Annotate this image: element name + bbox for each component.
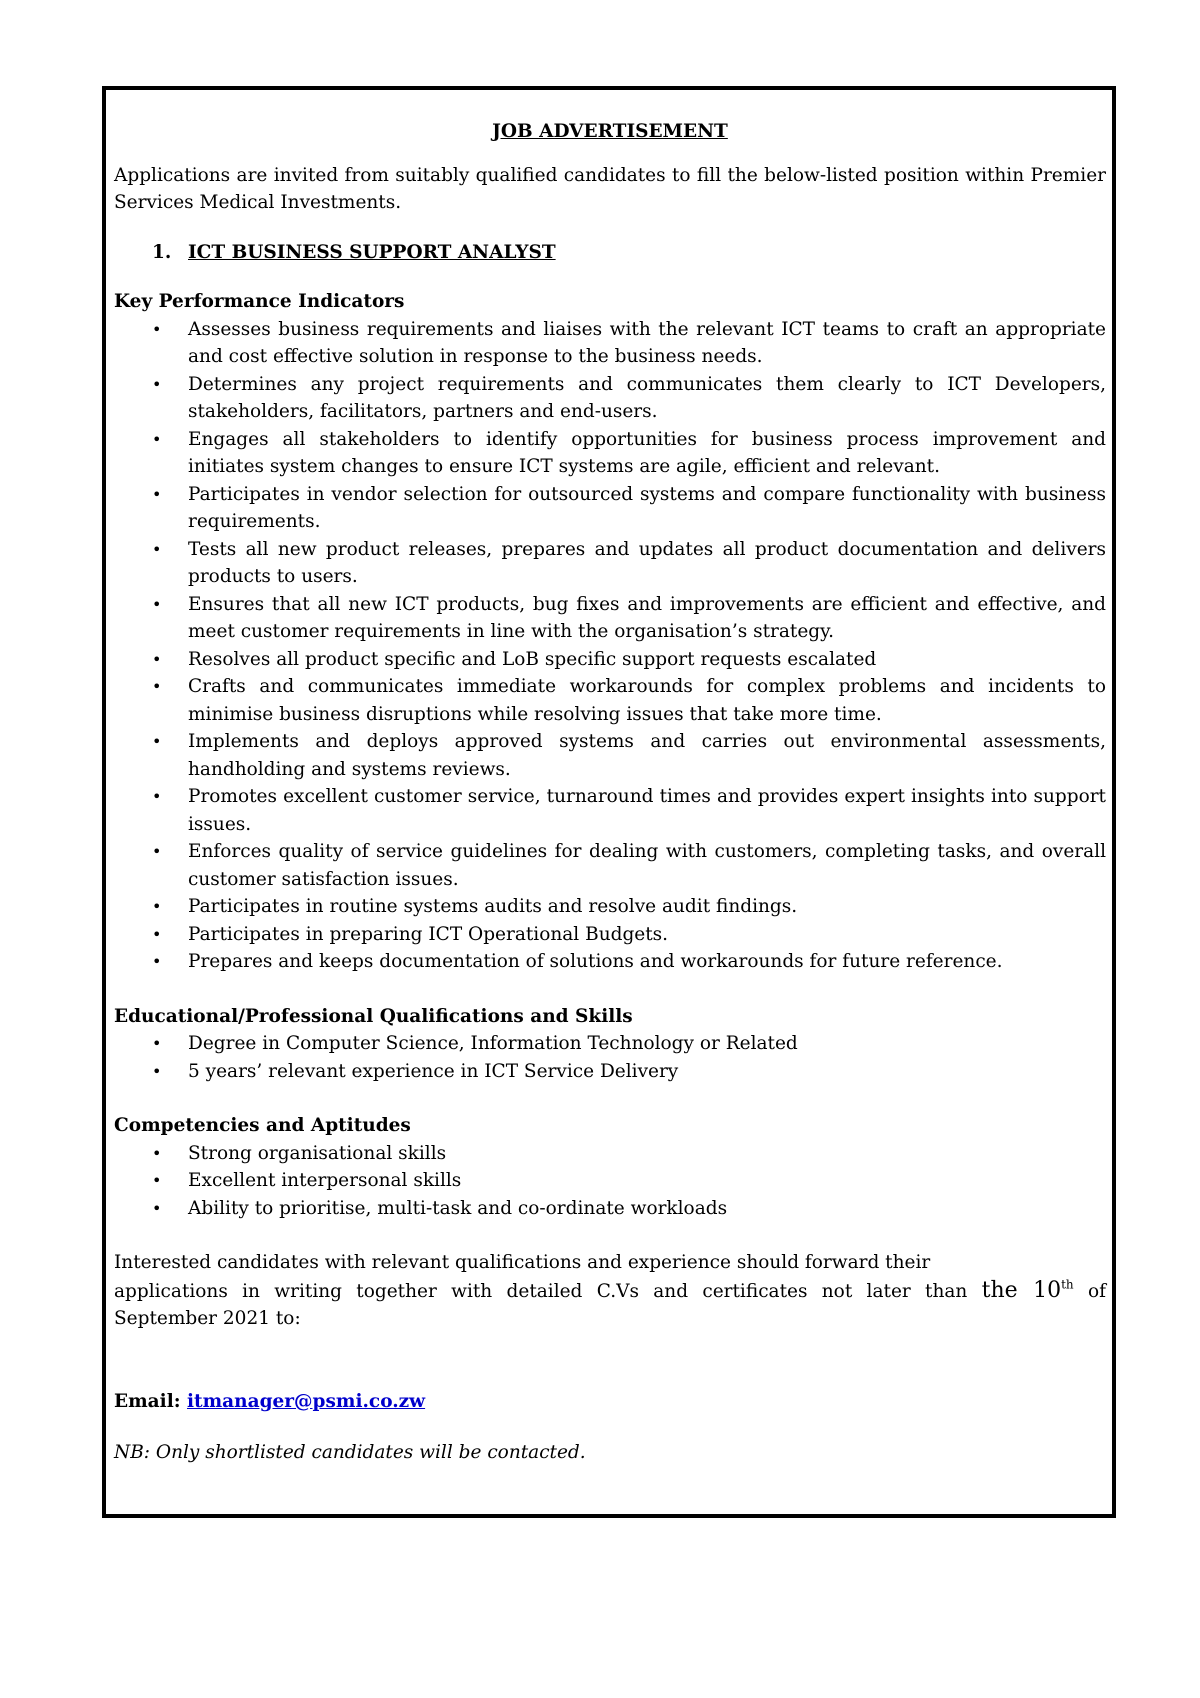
kpi-item-text: Participates in preparing ICT Operational Budgets.	[188, 923, 669, 945]
competencies-list	[114, 1140, 1106, 1223]
kpi-item	[114, 426, 1106, 481]
kpi-item-text: Prepares and keeps documentation of solutions and workarounds for future reference.	[188, 951, 1003, 972]
kpi-item	[114, 893, 1106, 921]
kpi-item-text: Participates in routine systems audits and resolve audit findings.	[188, 896, 798, 917]
email-link[interactable]: itmanager@psmi.co.zw	[187, 1390, 426, 1412]
kpi-item	[114, 646, 1106, 674]
kpi-item-text: Implements and deploys approved systems and carries out environmental assessments, handholding and systems reviews.	[188, 731, 1106, 780]
position-heading	[152, 239, 1106, 267]
kpi-item-text: Ensures that all new ICT products, bug fixes and improvements are efficient and effective, and meet customer requirements in line with the organisation’s strategy.	[188, 593, 1106, 642]
bullet-icon: •	[152, 484, 162, 504]
kpi-item	[114, 481, 1106, 536]
qualifications-item-text: Degree in Computer Science, Information Technology or Related	[188, 1033, 798, 1054]
kpi-item-text: Engages all stakeholders to identify opportunities for business process improvement and initiates system changes to ensure ICT systems are agile, efficient and relevant.	[188, 428, 1106, 477]
competencies-item-text: Excellent interpersonal skills	[188, 1170, 462, 1191]
bullet-icon: •	[152, 1198, 162, 1218]
kpi-item-text: Promotes excellent customer service, turnaround times and provides expert insights into support issues.	[188, 786, 1106, 835]
competencies-item-text: Ability to prioritise, multi-task and co-ordinate workloads	[188, 1197, 728, 1219]
bullet-icon: •	[152, 1034, 162, 1053]
bullet-icon: •	[152, 1061, 162, 1081]
bullet-icon: •	[152, 429, 162, 449]
bullet-icon: •	[152, 374, 162, 394]
bullet-icon: •	[152, 787, 162, 806]
position-number: 1.	[152, 241, 172, 263]
bullet-icon: •	[152, 1171, 162, 1190]
closing-line-2	[114, 1277, 1106, 1306]
email-label: Email:	[114, 1390, 181, 1412]
closing-section	[114, 1249, 1106, 1467]
qualifications-item-text: 5 years’ relevant experience in ICT Service Delivery	[188, 1060, 679, 1082]
kpi-item-text: Enforces quality of service guidelines for dealing with customers, completing tasks, and overall customer satisfaction issues.	[188, 841, 1106, 890]
kpi-item-text: Determines any project requirements and communicates them clearly to ICT Developers, stakeholders, facilitators, partners and end-users.	[188, 373, 1106, 422]
intro-paragraph: Applications are invited from suitably qualified candidates to fill the below-listed position within Premier Services Medical Investments.	[114, 164, 1106, 213]
bullet-icon: •	[152, 649, 162, 669]
kpi-item-text: Assesses business requirements and liaises with the relevant ICT teams to craft an appropriate and cost effective solution in response to the business needs.	[188, 318, 1106, 367]
kpi-item	[114, 948, 1106, 976]
email-line	[114, 1388, 1106, 1416]
kpi-item-text: Tests all new product releases, prepares and updates all product documentation and delivers products to users.	[188, 538, 1106, 587]
kpi-item	[114, 371, 1106, 426]
competencies-heading: Competencies and Aptitudes	[114, 1115, 411, 1136]
position-title: ICT BUSINESS SUPPORT ANALYST	[188, 241, 556, 263]
kpi-item	[114, 838, 1106, 893]
bullet-icon: •	[152, 842, 162, 861]
kpi-item-text: Crafts and communicates immediate workarounds for complex problems and incidents to minimise business disruptions while resolving issues that take more time.	[188, 676, 1106, 725]
qualifications-item	[114, 1030, 1106, 1058]
qualifications-heading: Educational/Professional Qualifications and Skills	[114, 1005, 633, 1027]
competencies-item	[114, 1167, 1106, 1195]
kpi-item-text: Participates in vendor selection for outsourced systems and compare functionality with business requirements.	[188, 483, 1106, 532]
competencies-item	[114, 1140, 1106, 1168]
bullet-icon: •	[152, 924, 162, 944]
kpi-item	[114, 728, 1106, 783]
deadline-date	[982, 1278, 1074, 1303]
deadline-ordinal: th	[1061, 1277, 1074, 1292]
bullet-icon: •	[152, 539, 162, 559]
competencies-item-text: Strong organisational skills	[188, 1142, 447, 1164]
kpi-item	[114, 673, 1106, 728]
closing-line-2-end: of	[1087, 1280, 1106, 1302]
qualifications-list	[114, 1030, 1106, 1085]
page-title: JOB ADVERTISEMENT	[492, 121, 728, 142]
kpi-item	[114, 316, 1106, 371]
competencies-item	[114, 1195, 1106, 1223]
closing-line-2-text: applications in writing together with detailed C.Vs and certificates not later than	[114, 1280, 968, 1302]
kpi-item	[114, 536, 1106, 591]
kpi-heading: Key Performance Indicators	[114, 291, 405, 312]
bullet-icon: •	[152, 594, 162, 614]
bullet-icon: •	[152, 952, 162, 971]
qualifications-item	[114, 1058, 1106, 1086]
closing-line-1: Interested candidates with relevant qualifications and experience should forward their	[114, 1252, 931, 1273]
kpi-item	[114, 921, 1106, 949]
bullet-icon: •	[152, 732, 162, 751]
document-body	[114, 118, 1106, 1467]
kpi-list	[114, 316, 1106, 976]
kpi-item	[114, 783, 1106, 838]
bullet-icon: •	[152, 1143, 162, 1163]
deadline-date-text: the 10	[981, 1277, 1062, 1303]
kpi-item-text: Resolves all product specific and LoB specific support requests escalated	[188, 648, 877, 670]
bullet-icon: •	[152, 677, 162, 696]
bullet-icon: •	[152, 319, 162, 339]
bullet-icon: •	[152, 897, 162, 916]
shortlist-note: NB: Only shortlisted candidates will be contacted.	[114, 1442, 586, 1463]
kpi-item	[114, 591, 1106, 646]
closing-line-3: September 2021 to:	[114, 1308, 301, 1329]
